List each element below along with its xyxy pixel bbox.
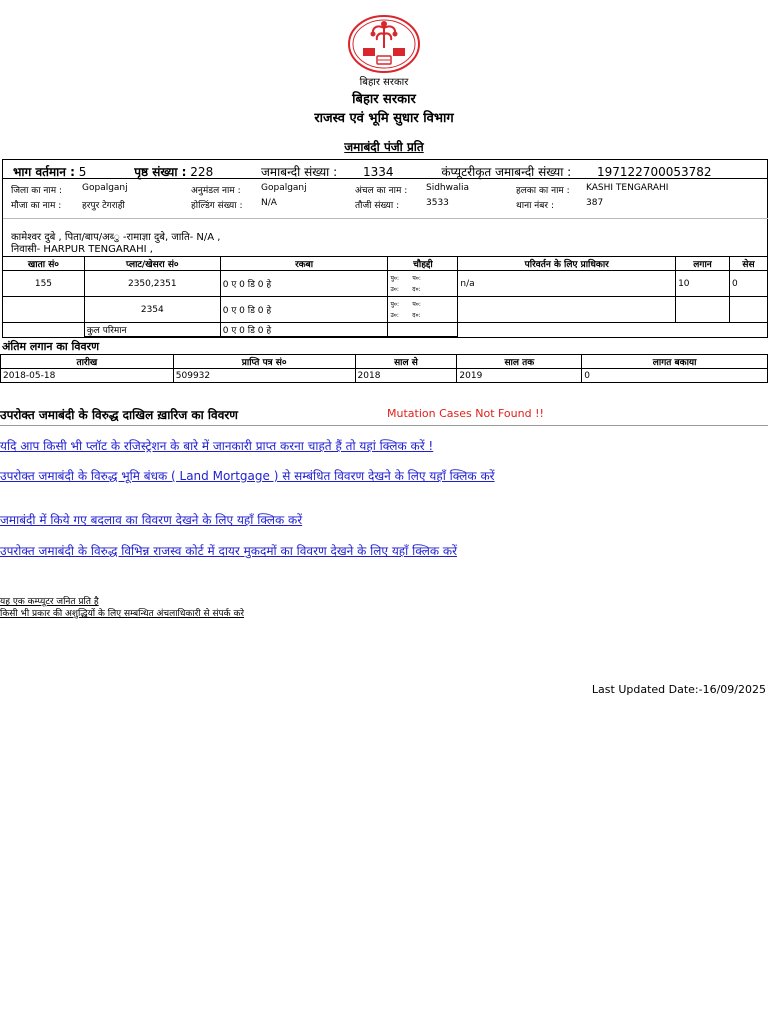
column-header: साल तक (457, 355, 582, 369)
tauzi-value: 3533 (426, 198, 449, 208)
lagan-cell (676, 297, 730, 323)
tauzi-label: तौजी संख्या : (355, 201, 400, 211)
table-row (3, 271, 768, 297)
ses-cell: 0 (730, 271, 768, 297)
authority-cell (458, 297, 676, 323)
contact-note: किसी भी प्रकार की अशुद्धियों के लिए सम्बन्धित अंचलाधिकारी से संपर्क करे (0, 609, 245, 619)
column-header: प्लाट/खेसरा सं० (84, 257, 220, 271)
table-row (1, 369, 768, 383)
mutation-status-message: Mutation Cases Not Found !! (387, 407, 544, 420)
mutation-section-title: उपरोक्त जमाबंदी के विरुद्ध दाखिल ख़ारिज का विवरण (0, 408, 238, 422)
authority-cell: n/a (458, 271, 676, 297)
owner-line-2: निवासी- HARPUR TENGARAHI , (11, 244, 153, 255)
registration-info-link[interactable]: यदि आप किसी भी प्लॉट के रजिस्ट्रेशन के बारे में जानकारी प्राप्त करना चाहते हैं तो यहां क्लिक करें ! (0, 439, 434, 453)
plot-cell: 2350,2351 (84, 271, 220, 297)
table-row (3, 297, 768, 323)
lagan-table (0, 354, 768, 383)
mauja-value: हरपुर टेगराही (82, 201, 125, 211)
ses-cell (730, 297, 768, 323)
khata-table (2, 256, 768, 337)
divider (3, 178, 768, 179)
lagan-cell: 10 (676, 271, 730, 297)
district-value: Gopalganj (82, 183, 128, 193)
lagan-section-title: अंतिम लगान का विवरण (2, 340, 100, 353)
khata-cell: 155 (3, 271, 85, 297)
year-from-cell: 2018 (355, 369, 457, 383)
subdivision-label: अनुमंडल नाम : (191, 186, 241, 196)
year-to-cell: 2019 (457, 369, 582, 383)
computer-generated-note: यह एक कम्प्यूटर जनित प्रति है (0, 597, 99, 607)
column-header: लागत बकाया (582, 355, 768, 369)
column-header: साल से (355, 355, 457, 369)
total-label: कुल परिमान (84, 323, 220, 337)
owner-line-1: कामेश्वर दुबे , पिता/बाप/अब्‍ु -रामाज्ञा दुबे, जाति- N/A , (11, 232, 221, 243)
empty-cell (676, 323, 730, 337)
rakba-cell: 0 ए 0 डि 0 हे (220, 297, 388, 323)
column-header: लगान (676, 257, 730, 271)
thana-value: 387 (586, 198, 604, 208)
chauhaddi-cell: पु०: प०: उ०: द०: (388, 271, 458, 297)
empty-cell (458, 323, 676, 337)
bhag-field: भाग वर्तमान : 5 (13, 165, 87, 179)
column-header: तारीख (1, 355, 174, 369)
table-total-row (3, 323, 768, 337)
date-cell: 2018-05-18 (1, 369, 174, 383)
circle-value: Sidhwalia (426, 183, 470, 193)
empty-cell (388, 323, 458, 337)
jamabandi-changes-link[interactable]: जमाबंदी में किये गए बदलाव का विवरण देखने के लिए यहाँ क्लिक करें (0, 513, 303, 527)
computerized-jamabandi-field: कंप्यूटरीकृत जमाबन्दी संख्या : 197122700053782 (441, 165, 712, 179)
divider (3, 218, 768, 219)
circle-label: अंचल का नाम : (355, 186, 408, 196)
page-header (0, 14, 768, 155)
column-header: खाता सं० (3, 257, 85, 271)
holding-label: होल्डिंग संख्या : (191, 201, 243, 211)
column-header: परिवर्तन के लिए प्राधिकार (458, 257, 676, 271)
khata-cell (3, 297, 85, 323)
rakba-cell: 0 ए 0 डि 0 हे (220, 271, 388, 297)
empty-cell (3, 323, 85, 337)
column-header: सेस (730, 257, 768, 271)
column-header: चौहद्दी (388, 257, 458, 271)
land-mortgage-link[interactable]: उपरोक्त जमाबंदी के विरुद्ध भूमि बंधक ( Land Mortgage ) से सम्बंधित विवरण देखने के लिए यहाँ क्लिक करें (0, 469, 495, 483)
district-label: जिला का नाम : (11, 186, 63, 196)
bihar-emblem-logo (347, 14, 421, 74)
mauja-label: मौजा का नाम : (11, 201, 62, 211)
total-rakba: 0 ए 0 डि 0 हे (220, 323, 388, 337)
government-name-small: बिहार सरकार (359, 77, 409, 88)
thana-label: थाना नंबर : (516, 201, 554, 211)
column-header: रकबा (220, 257, 388, 271)
table-header-row (1, 355, 768, 369)
halka-value: KASHI TENGARAHI (586, 183, 669, 193)
divider (0, 425, 768, 426)
jamabandi-number-field: जमाबन्दी संख्या : 1334 (261, 165, 394, 179)
chauhaddi-cell: पु०: प०: उ०: द०: (388, 297, 458, 323)
column-header: प्राप्ति पत्र सं० (173, 355, 355, 369)
receipt-cell: 509932 (173, 369, 355, 383)
subdivision-value: Gopalganj (261, 183, 307, 193)
halka-label: हलका का नाम : (516, 186, 570, 196)
department-name: राजस्व एवं भूमि सुधार विभाग (314, 111, 454, 126)
dues-cell: 0 (582, 369, 768, 383)
court-cases-link[interactable]: उपरोक्त जमाबंदी के विरुद्ध विभिन्न राजस्व कोर्ट में दायर मुकदमों का विवरण देखने के लिए यहाँ क्लिक करें (0, 544, 458, 558)
document-title: जमाबंदी पंजी प्रति (344, 140, 424, 154)
empty-cell (730, 323, 768, 337)
holding-value: N/A (261, 198, 277, 208)
last-updated-date: Last Updated Date:-16/09/2025 (591, 683, 766, 696)
table-header-row (3, 257, 768, 271)
page-number-field: पृष्ठ संख्या : 228 (134, 165, 214, 179)
government-name: बिहार सरकार (352, 92, 416, 107)
plot-cell: 2354 (84, 297, 220, 323)
